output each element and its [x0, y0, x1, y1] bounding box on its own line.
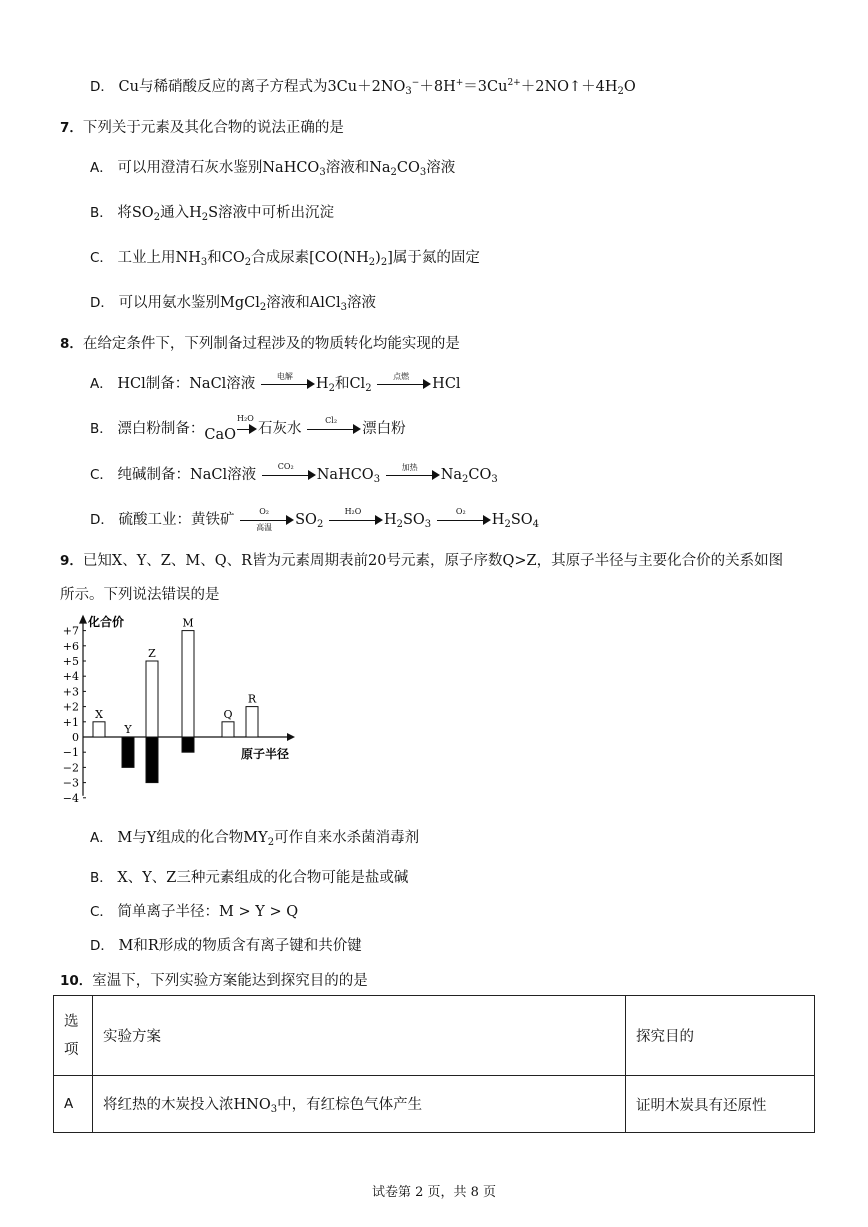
y-tick-label: +3 — [62, 685, 79, 699]
q8-option-b: B． 漂白粉制备：CaO H₂O 石灰水 Cl₂ 漂白粉 — [90, 414, 406, 443]
y-tick-label: −4 — [62, 791, 79, 805]
y-tick-label: −2 — [62, 761, 79, 775]
q9-option-d: D． M和R形成的物质含有离子键和共价键 — [90, 938, 362, 954]
element-label: X — [95, 707, 103, 721]
element-label: M — [182, 616, 194, 630]
q7-option-a: A． 可以用澄清石灰水鉴别NaHCO$_3$溶液和$Na_2CO_3$溶液 — [90, 160, 456, 178]
y-tick-label: 0 — [72, 731, 79, 744]
q8-option-d: D． 硫酸工业：黄铁矿 O₂ 高温 $SO_2$ H₂O $H_2SO_3$ O₂ $H_2SO_4$ — [90, 507, 540, 532]
positive-valence-bar — [182, 631, 194, 737]
chart-y-axis-label: 化合价 — [88, 615, 125, 629]
y-tick-label: +2 — [62, 700, 79, 714]
reaction-arrow-icon: O₂ — [437, 513, 491, 527]
q7-option-d: D． 可以用氨水鉴别MgCl$_2$溶液和AlCl$_3$溶液 — [90, 295, 376, 313]
q8-stem: 8．在给定条件下，下列制备过程涉及的物质转化均能实现的是 — [60, 336, 460, 352]
q9-stem-line2: 所示。下列说法错误的是 — [60, 587, 220, 603]
reaction-arrow-icon: 电解 — [261, 377, 315, 391]
y-tick-label: +4 — [62, 670, 79, 684]
q9-option-b: B． X、Y、Z三种元素组成的化合物可能是盐或碱 — [90, 870, 409, 886]
chart-x-axis-label: 原子半径 — [241, 747, 290, 761]
negative-valence-bar — [122, 737, 134, 767]
row-purpose: 证明木炭具有还原性 — [626, 1076, 815, 1133]
reaction-arrow-icon: Cl₂ — [307, 422, 361, 436]
header-plan: 实验方案 — [93, 996, 626, 1076]
positive-valence-bar — [93, 722, 105, 737]
element-label: Z — [148, 647, 156, 660]
chart-bars — [93, 631, 258, 783]
q6-option-d: D． Cu与稀硝酸反应的离子方程式为$3Cu+2NO_3^-+8H^+=3Cu^{2+}+2NO↑+4H_2O$ — [90, 78, 636, 97]
y-tick-label: −1 — [62, 746, 79, 760]
q8-option-c: C． 纯碱制备：NaCl溶液 CO₂ NaHCO$_3$ 加热 $Na_2CO_3$ — [90, 462, 498, 485]
element-label: R — [247, 692, 257, 706]
header-purpose: 探究目的 — [626, 996, 815, 1076]
reaction-arrow-icon: O₂ 高温 — [240, 513, 294, 527]
reaction-arrow-icon: H₂O — [329, 513, 383, 527]
y-tick-label: +6 — [62, 639, 79, 653]
page-footer: 试卷第 2 页，共 8 页 — [371, 1185, 497, 1200]
table-row — [54, 1076, 815, 1133]
positive-valence-bar — [222, 722, 234, 737]
q10-table — [53, 995, 815, 1133]
positive-valence-bar — [246, 707, 258, 737]
q9-stem-line1: 9．已知X、Y、Z、M、Q、R皆为元素周期表前20号元素，原子序数Q>Z，其原子半径与主要化合价的关系如图 — [60, 553, 784, 569]
chart-category-labels — [95, 617, 257, 736]
y-axis-arrow-icon — [79, 615, 87, 624]
y-tick-label: −3 — [62, 776, 79, 790]
q7-stem: 7．下列关于元素及其化合物的说法正确的是 — [60, 120, 344, 136]
q8-option-a: A． HCl制备：NaCl溶液 电解 $H_2$和$Cl_2$ 点燃 HCl — [90, 372, 461, 394]
row-option: A — [54, 1076, 93, 1133]
negative-valence-bar — [146, 737, 158, 783]
element-label: Y — [124, 723, 132, 736]
negative-valence-bar — [182, 737, 194, 752]
element-label: Q — [223, 707, 233, 721]
y-tick-label: +5 — [62, 655, 79, 668]
header-option: 选 项 — [54, 996, 93, 1076]
q10-stem: 10．室温下，下列实验方案能达到探究目的的是 — [60, 973, 368, 989]
valence-radius-chart — [55, 608, 315, 808]
positive-valence-bar — [146, 661, 158, 737]
q7-option-c: C． 工业上用$NH_3$和$CO_2$合成尿素$[CO(NH_2)_2]$属于氮的固定 — [90, 250, 480, 268]
row-plan: 将红热的木炭投入浓$HNO_3$中，有红棕色气体产生 — [93, 1076, 626, 1133]
table-header-row — [54, 996, 815, 1076]
reaction-arrow-icon: 加热 — [386, 468, 440, 482]
reaction-arrow-icon: CO₂ — [262, 468, 316, 482]
y-tick-label: +7 — [62, 624, 79, 638]
x-axis-arrow-icon — [287, 733, 295, 741]
q9-option-a: A． M与Y组成的化合物$MY_2$可作自来水杀菌消毒剂 — [90, 830, 420, 848]
reaction-arrow-icon: H₂O — [237, 422, 257, 436]
q9-option-c: C． 简单离子半径：M > Y > Q — [90, 904, 299, 920]
q7-option-b: B． 将$SO_2$通入$H_2S$溶液中可析出沉淀 — [90, 205, 335, 223]
reaction-arrow-icon: 点燃 — [377, 377, 431, 391]
y-tick-label: +1 — [62, 715, 79, 729]
